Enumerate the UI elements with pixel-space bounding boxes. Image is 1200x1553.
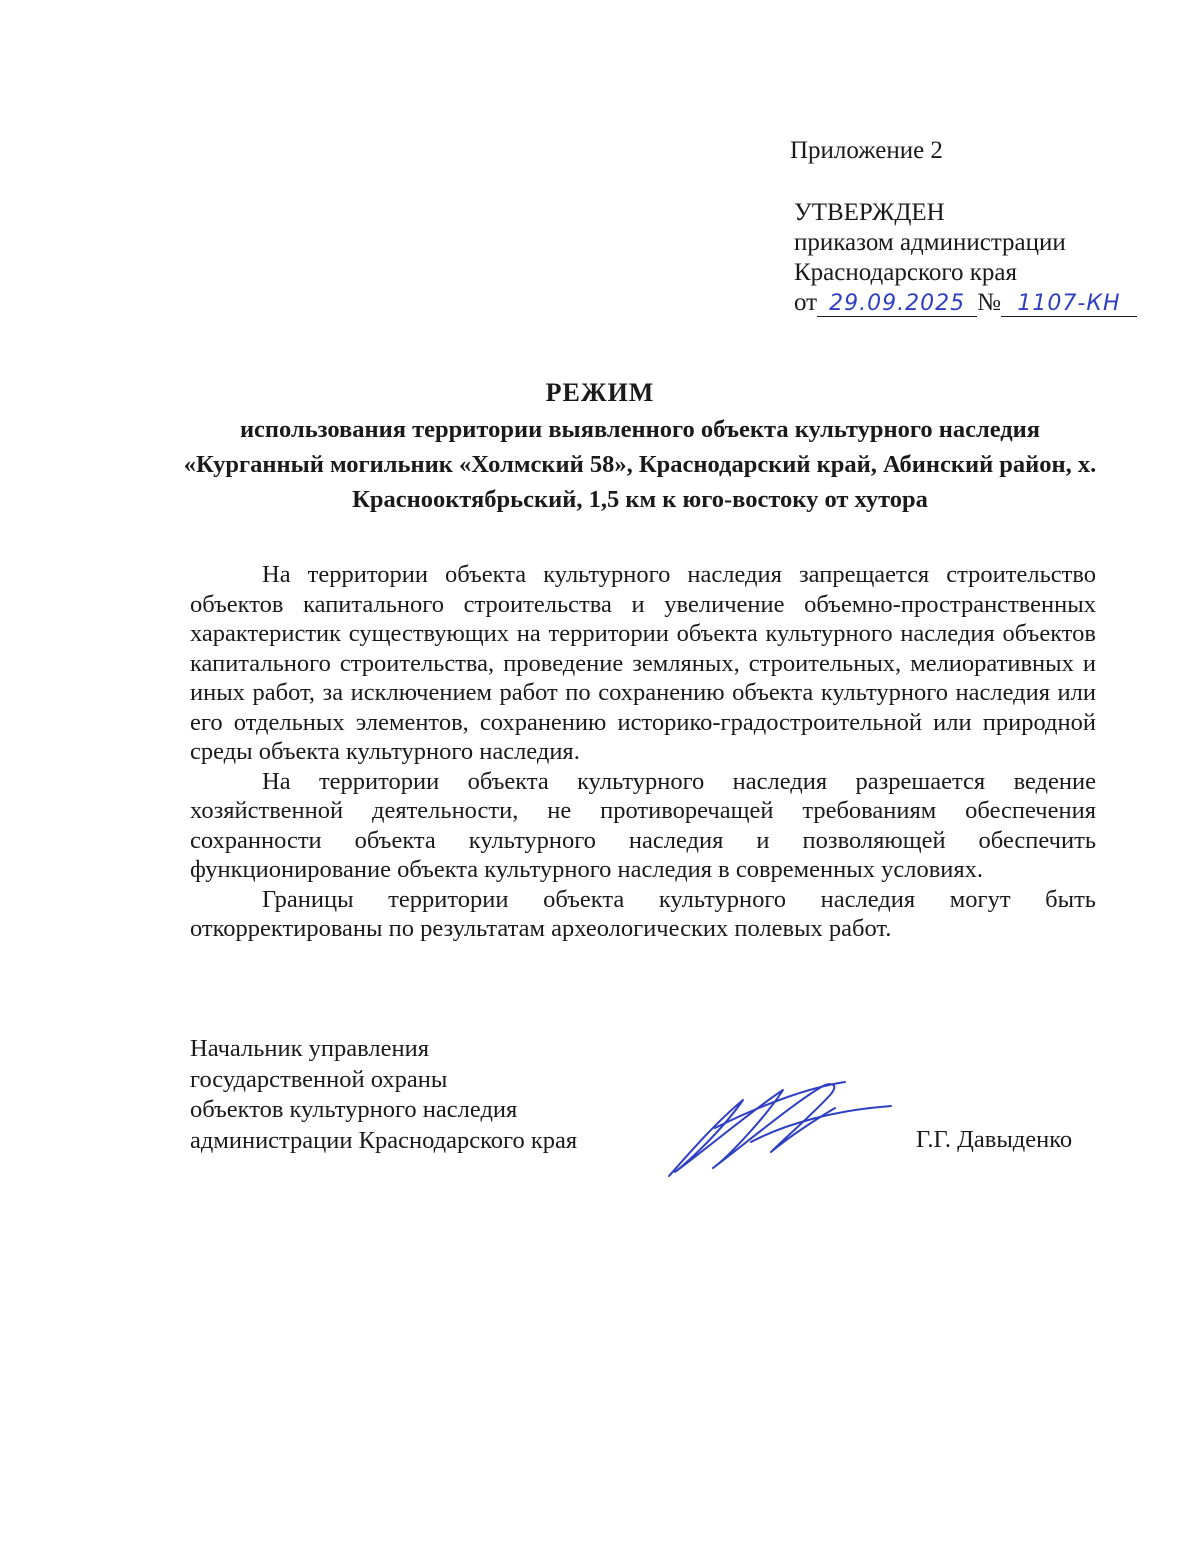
handwritten-date: 29.09.2025 — [817, 292, 977, 317]
signer-name: Г.Г. Давыденко — [916, 1126, 1073, 1153]
approval-block — [794, 198, 1137, 318]
handwritten-signature — [655, 1068, 905, 1188]
approval-line-1: приказом администрации — [794, 229, 1066, 256]
handwritten-order-number: 1107-КН — [1001, 292, 1137, 317]
document-title: РЕЖИМ — [545, 378, 655, 407]
order-date-number-line — [794, 288, 1137, 318]
signer-position-line: Начальник управления — [190, 1035, 429, 1062]
document-subtitle: использования территории выявленного объекта культурного наследия «Курганный могильник «Холмский 58», Краснодарский край, Абинский район, х. Краснооктябрьский, 1,5 км к юго-востоку от хутора — [183, 416, 1097, 513]
signer-position-line: администрации Краснодарского края — [190, 1126, 578, 1154]
body-paragraph: Границы территории объекта культурного наследия могут быть откорректированы по результатам археологических полевых работ. — [190, 885, 1096, 942]
date-prefix: от — [794, 289, 818, 316]
signer-position-line: объектов культурного наследия — [190, 1096, 518, 1123]
body-paragraph: На территории объекта культурного наследия разрешается ведение хозяйственной деятельности, не противоречащей требованиям обеспечения сохранности объекта культурного наследия и позволяющей обеспечить функционирование объекта культурного наследия в современных условиях. — [190, 767, 1096, 883]
signer-position-line: государственной охраны — [190, 1065, 448, 1093]
body-paragraph: На территории объекта культурного наследия запрещается строительство объектов капитального строительства и увеличение объемно-пространственных характеристик существующих на территории объекта культурного наследия объектов капитального строительства, проведение земляных, строительных, мелиоративных и иных работ, за исключением работ по сохранению объекта культурного наследия или его отдельных элементов, сохранению историко-градостроительной или природной среды объекта культурного наследия. — [190, 561, 1096, 765]
appendix-label: Приложение 2 — [790, 137, 943, 164]
approval-line-2: Краснодарского края — [794, 259, 1017, 286]
signer-position — [190, 1034, 577, 1156]
number-prefix: № — [977, 289, 1001, 316]
document-body — [190, 560, 1096, 944]
approval-status: УТВЕРЖДЕН — [794, 199, 945, 226]
